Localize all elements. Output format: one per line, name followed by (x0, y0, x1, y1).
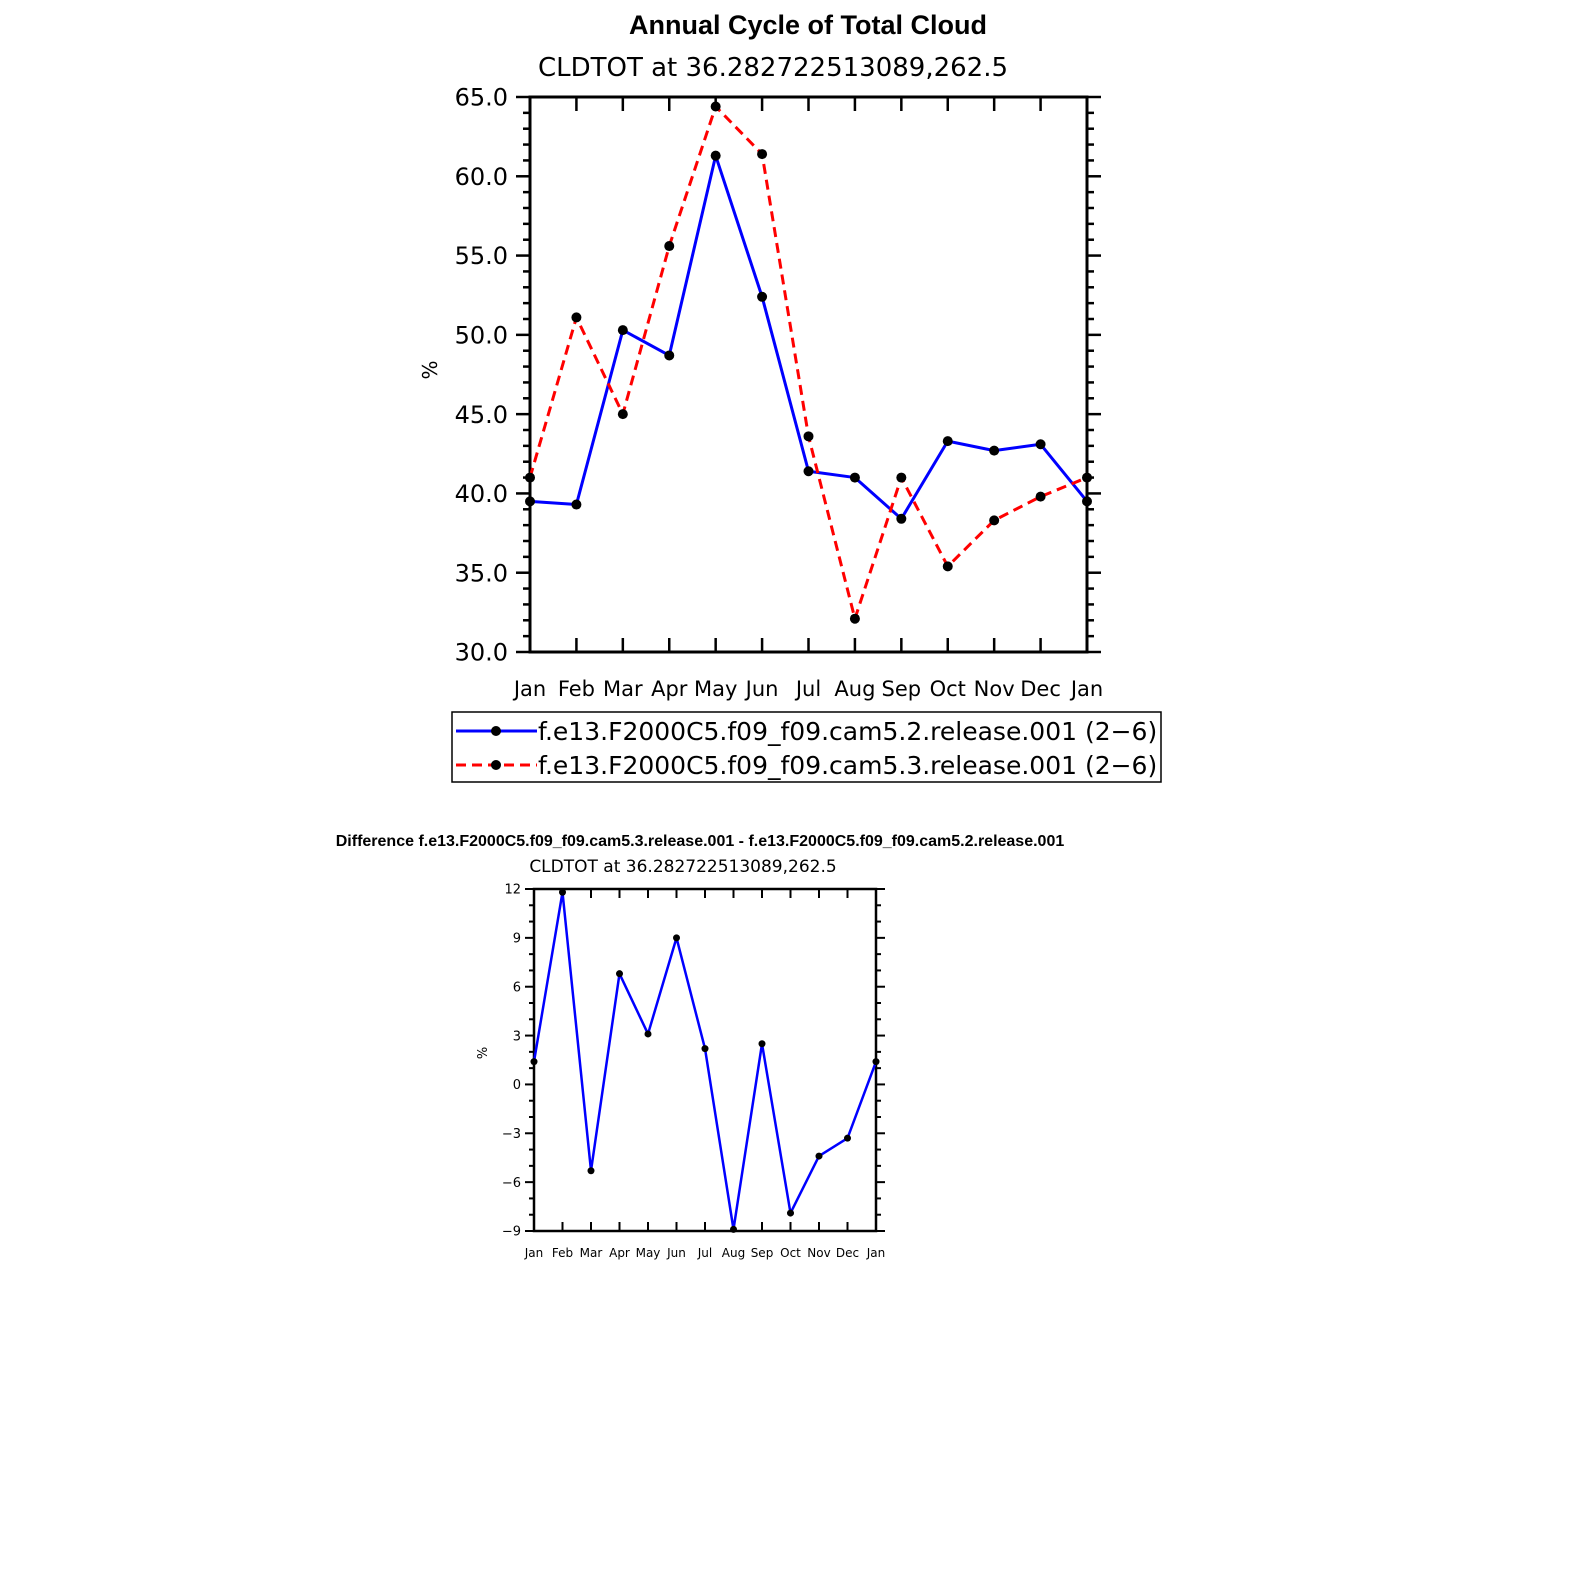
data-point-series-0 (844, 1135, 851, 1142)
main-chart-ylabel: % (418, 360, 442, 380)
y-tick-label: 35.0 (454, 559, 508, 588)
y-tick-label: 40.0 (454, 480, 508, 509)
x-tick-label: Mar (579, 1246, 603, 1260)
y-tick-label: 60.0 (454, 162, 508, 191)
x-tick-label: Apr (609, 1246, 630, 1260)
diff-chart-subtitle: CLDTOT at 36.282722513089,262.5 (529, 857, 837, 877)
series-line-0 (534, 892, 876, 1229)
data-point-series-1 (850, 614, 860, 624)
data-point-series-1 (711, 102, 721, 112)
data-point-series-0 (1036, 439, 1046, 449)
x-tick-label: Sep (750, 1246, 774, 1260)
y-tick-label: 0 (512, 1078, 521, 1094)
x-tick-label: Jan (1070, 677, 1104, 701)
y-tick-label: 50.0 (454, 321, 508, 350)
data-point-series-0 (645, 1030, 652, 1037)
series-line-0 (530, 156, 1087, 519)
data-point-series-0 (525, 496, 535, 506)
data-point-series-1 (989, 515, 999, 525)
data-point-series-0 (559, 889, 566, 896)
data-point-series-0 (702, 1045, 709, 1052)
data-point-series-0 (873, 1058, 880, 1065)
diff-chart-ylabel: % (476, 1046, 491, 1060)
x-tick-label: Dec (835, 1246, 860, 1260)
x-tick-label: Aug (721, 1246, 746, 1260)
data-point-series-0 (943, 436, 953, 446)
x-tick-label: Nov (807, 1246, 831, 1260)
x-tick-label: Nov (973, 677, 1015, 701)
data-point-series-0 (531, 1058, 538, 1065)
x-tick-label: Dec (1020, 677, 1061, 701)
legend-label-cam52: f.e13.F2000C5.f09_f09.cam5.2.release.001 (2−6) (538, 717, 1158, 746)
x-tick-label: Jun (745, 677, 779, 701)
x-tick-label: Jul (697, 1246, 713, 1260)
data-point-series-0 (571, 500, 581, 510)
y-tick-label: 9 (512, 931, 521, 947)
data-point-series-0 (757, 292, 767, 302)
data-point-series-0 (618, 325, 628, 335)
data-point-series-1 (664, 241, 674, 251)
x-tick-label: Oct (929, 677, 966, 701)
data-point-series-1 (896, 473, 906, 483)
y-tick-label: 65.0 (454, 83, 508, 112)
data-point-series-0 (673, 934, 680, 941)
x-tick-label: Feb (551, 1246, 574, 1260)
x-tick-label: Apr (651, 677, 688, 701)
legend-marker-cam52 (491, 726, 501, 736)
data-point-series-1 (943, 561, 953, 571)
data-point-series-0 (787, 1210, 794, 1217)
data-point-series-0 (989, 446, 999, 456)
data-point-series-1 (571, 312, 581, 322)
legend-marker-cam53 (491, 760, 501, 770)
data-point-series-1 (618, 409, 628, 419)
x-tick-label: May (635, 1246, 661, 1260)
x-tick-label: Jan (866, 1246, 886, 1260)
main-chart-title: Annual Cycle of Total Cloud (628, 10, 988, 40)
x-tick-label: Sep (881, 677, 922, 701)
x-tick-label: Oct (780, 1246, 801, 1260)
data-point-series-0 (711, 151, 721, 161)
legend-label-cam53: f.e13.F2000C5.f09_f09.cam5.3.release.001 (2−6) (538, 751, 1158, 780)
x-tick-label: Mar (603, 677, 643, 701)
data-point-series-0 (816, 1153, 823, 1160)
data-point-series-1 (1082, 473, 1092, 483)
data-point-series-0 (896, 514, 906, 524)
data-point-series-1 (757, 149, 767, 159)
data-point-series-0 (850, 473, 860, 483)
main-chart-subtitle: CLDTOT at 36.282722513089,262.5 (537, 53, 1009, 83)
diff-chart-title: Difference f.e13.F2000C5.f09_f09.cam5.3.release.001 - f.e13.F2000C5.f09_f09.cam5.2.release.001 (335, 833, 1065, 850)
y-tick-label: 3 (512, 1029, 521, 1045)
data-point-series-0 (759, 1040, 766, 1047)
x-tick-label: Aug (834, 677, 876, 701)
data-point-series-0 (616, 970, 623, 977)
y-tick-label: −3 (501, 1126, 521, 1142)
diff-chart (502, 883, 885, 1260)
x-tick-label: May (693, 677, 738, 701)
x-tick-label: Feb (557, 677, 596, 701)
x-tick-label: Jan (524, 1246, 544, 1260)
y-tick-label: 55.0 (454, 242, 508, 271)
y-tick-label: 12 (504, 882, 521, 898)
x-tick-label: Jul (795, 677, 822, 701)
main-chart (455, 84, 1104, 701)
data-point-series-1 (1036, 492, 1046, 502)
y-tick-label: 30.0 (454, 638, 508, 667)
legend (452, 712, 1161, 782)
y-tick-label: 6 (512, 980, 521, 996)
data-point-series-0 (588, 1167, 595, 1174)
data-point-series-1 (525, 473, 535, 483)
data-point-series-0 (1082, 496, 1092, 506)
y-tick-label: −6 (501, 1175, 521, 1191)
y-tick-label: −9 (501, 1224, 521, 1240)
x-tick-label: Jun (667, 1246, 686, 1260)
plot-frame (530, 97, 1087, 652)
x-tick-label: Jan (513, 677, 547, 701)
data-point-series-0 (730, 1226, 737, 1233)
plot-frame (534, 889, 876, 1231)
y-tick-label: 45.0 (454, 400, 508, 429)
data-point-series-0 (804, 466, 814, 476)
data-point-series-0 (664, 350, 674, 360)
data-point-series-1 (804, 431, 814, 441)
